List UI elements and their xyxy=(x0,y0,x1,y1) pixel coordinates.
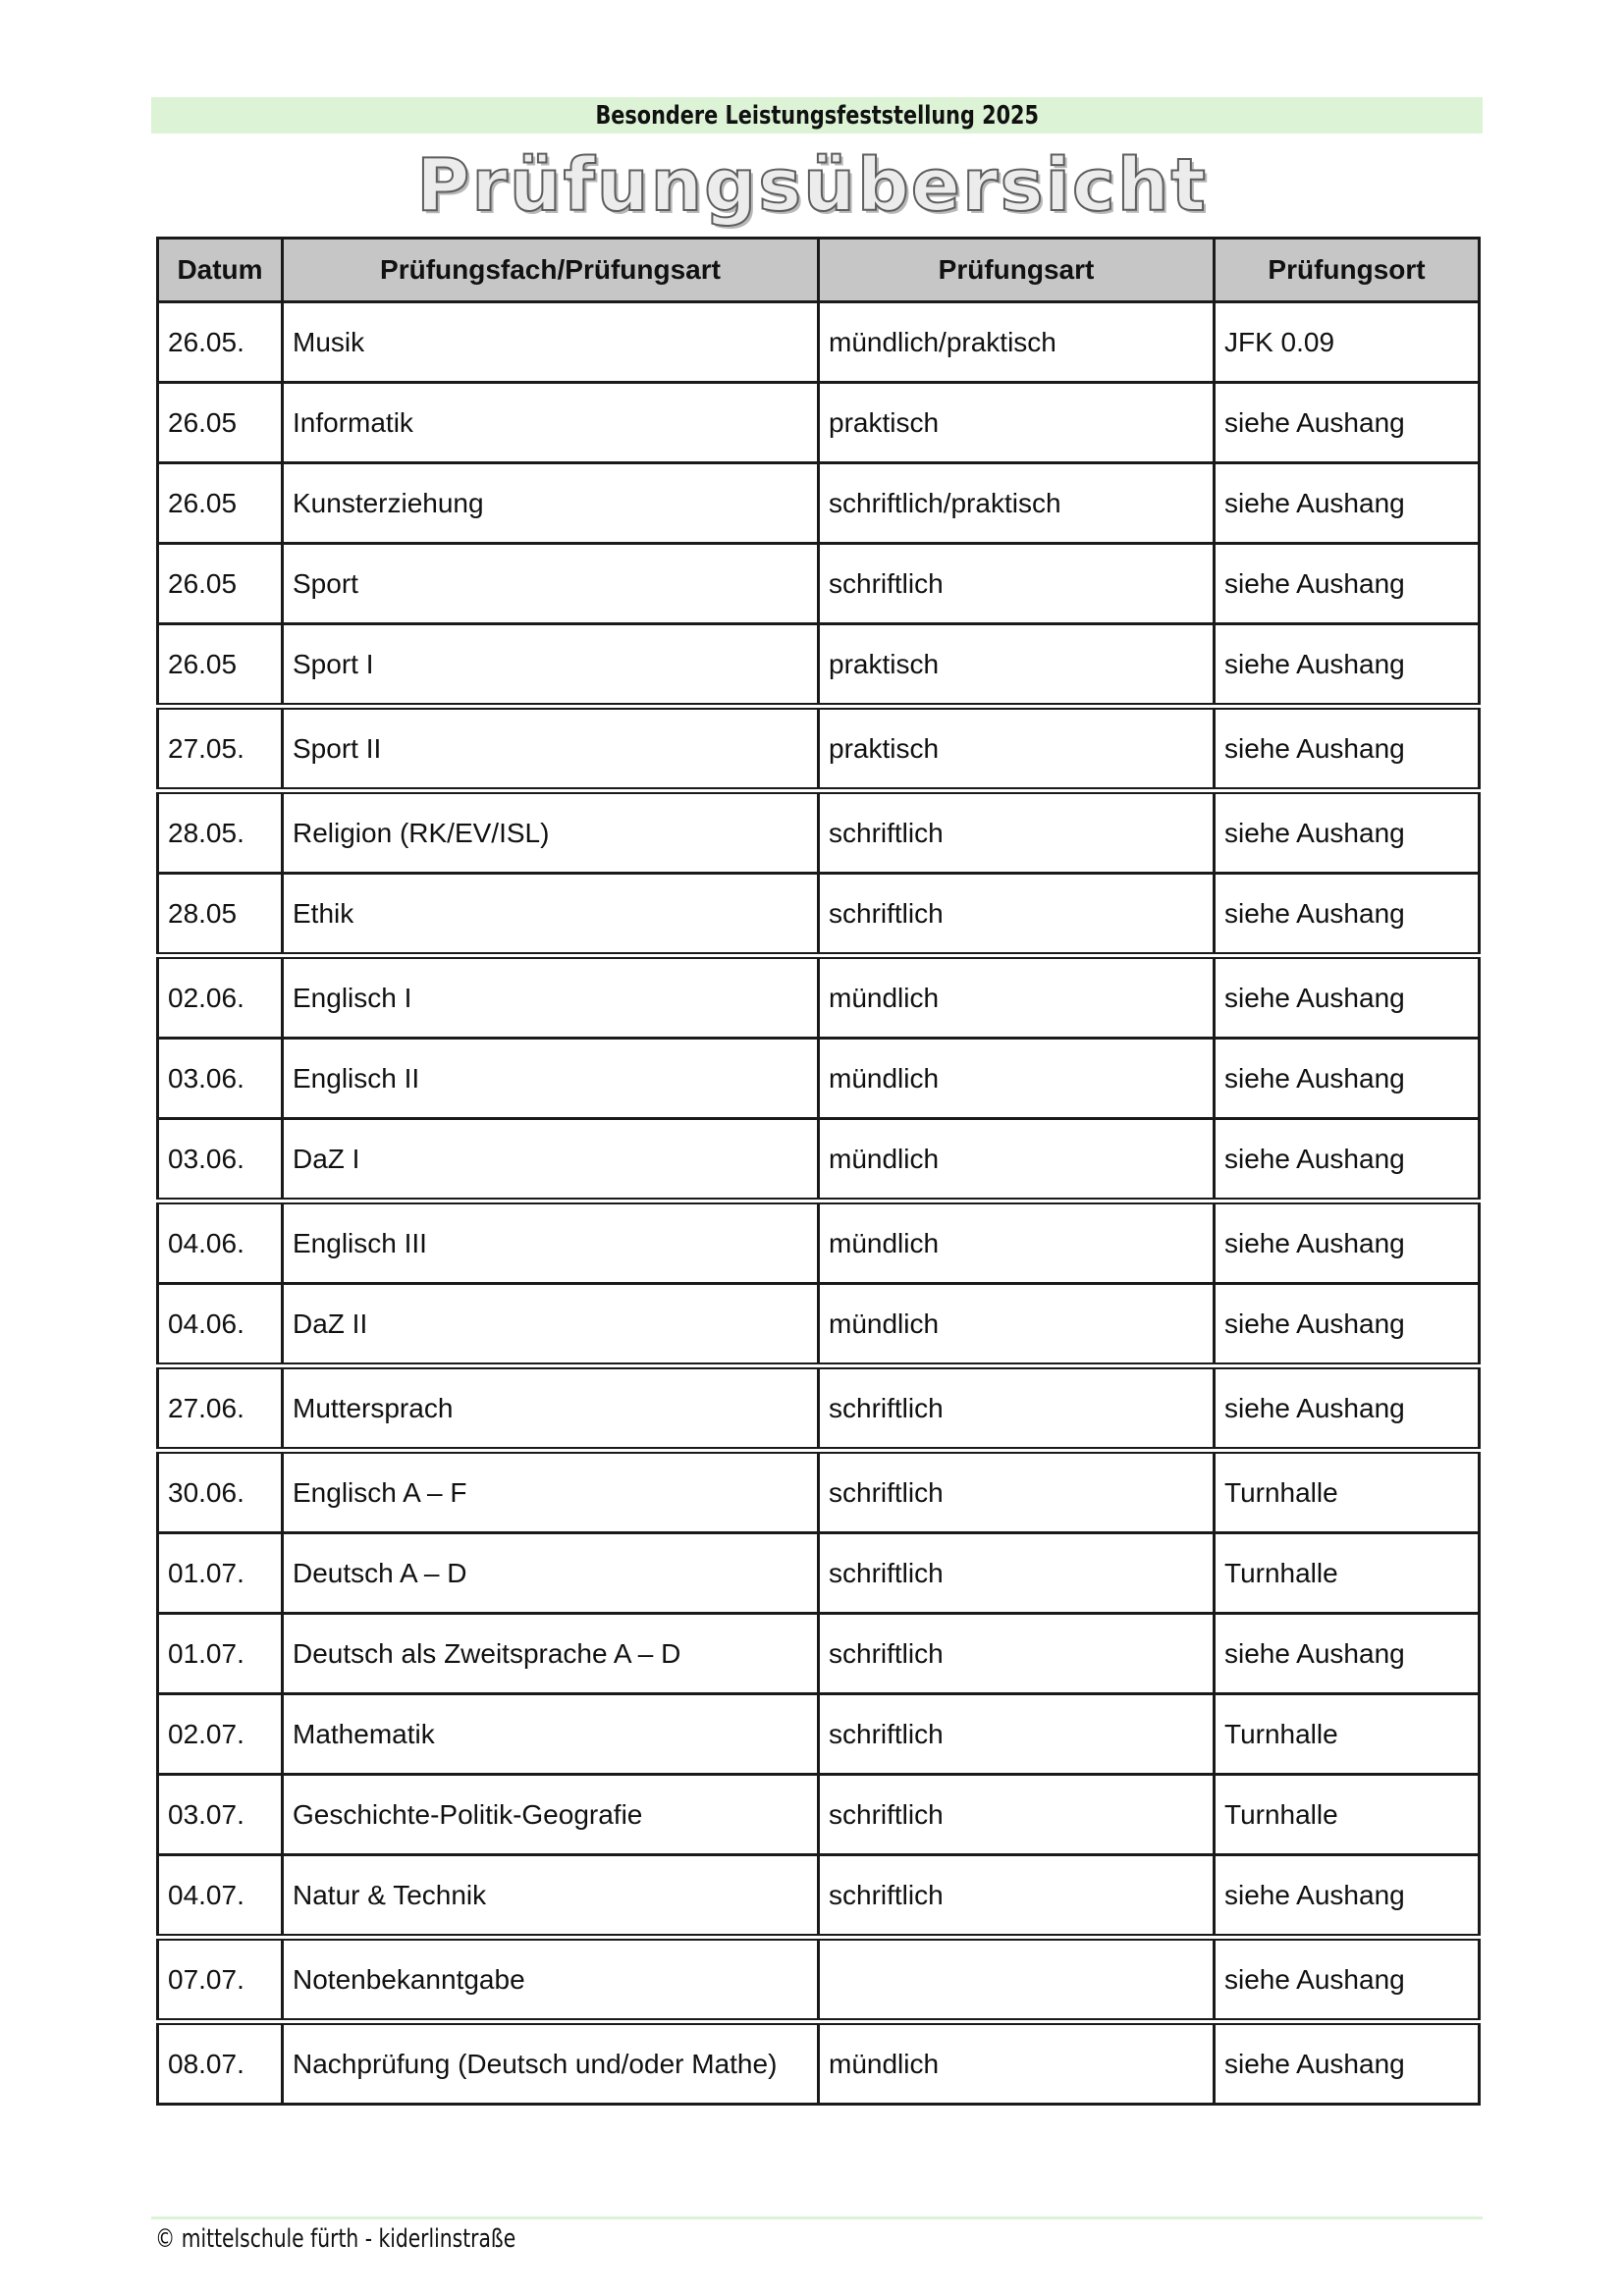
cell-ort: siehe Aushang xyxy=(1215,383,1480,463)
cell-ort: siehe Aushang xyxy=(1215,1201,1480,1284)
cell-fach: Natur & Technik xyxy=(283,1855,819,1938)
cell-art: mündlich xyxy=(819,1039,1215,1119)
table-row xyxy=(158,1533,1480,1614)
cell-datum: 26.05 xyxy=(158,383,283,463)
cell-datum: 01.07. xyxy=(158,1614,283,1694)
table-row xyxy=(158,1119,1480,1201)
cell-ort: siehe Aushang xyxy=(1215,463,1480,544)
cell-fach: Mathematik xyxy=(283,1694,819,1775)
footer-divider xyxy=(151,2216,1483,2219)
cell-fach: Musik xyxy=(283,302,819,383)
cell-art: praktisch xyxy=(819,707,1215,791)
cell-fach: Englisch I xyxy=(283,956,819,1039)
cell-art: mündlich xyxy=(819,1201,1215,1284)
cell-ort: Turnhalle xyxy=(1215,1451,1480,1533)
footer-copyright: © mittelschule fürth - kiderlinstraße xyxy=(155,2224,516,2254)
cell-art: schriftlich/praktisch xyxy=(819,463,1215,544)
cell-fach: Deutsch als Zweitsprache A – D xyxy=(283,1614,819,1694)
table-header-row xyxy=(158,239,1480,302)
cell-art: schriftlich xyxy=(819,791,1215,874)
column-header-datum: Datum xyxy=(158,239,283,302)
table-row xyxy=(158,624,1480,707)
cell-datum: 04.06. xyxy=(158,1201,283,1284)
table-row xyxy=(158,707,1480,791)
cell-ort: siehe Aushang xyxy=(1215,1366,1480,1451)
cell-ort: siehe Aushang xyxy=(1215,2022,1480,2105)
cell-art: schriftlich xyxy=(819,544,1215,624)
cell-datum: 26.05. xyxy=(158,302,283,383)
cell-fach: Sport xyxy=(283,544,819,624)
cell-datum: 03.07. xyxy=(158,1775,283,1855)
cell-art: schriftlich xyxy=(819,1855,1215,1938)
cell-fach: Informatik xyxy=(283,383,819,463)
cell-datum: 04.06. xyxy=(158,1284,283,1366)
cell-ort: siehe Aushang xyxy=(1215,1119,1480,1201)
cell-ort: siehe Aushang xyxy=(1215,874,1480,956)
cell-ort: siehe Aushang xyxy=(1215,544,1480,624)
table-row xyxy=(158,1775,1480,1855)
cell-datum: 26.05 xyxy=(158,544,283,624)
cell-fach: Geschichte-Politik-Geografie xyxy=(283,1775,819,1855)
cell-fach: Nachprüfung (Deutsch und/oder Mathe) xyxy=(283,2022,819,2105)
cell-ort: siehe Aushang xyxy=(1215,1855,1480,1938)
table-row xyxy=(158,956,1480,1039)
cell-ort: Turnhalle xyxy=(1215,1775,1480,1855)
banner-title: Besondere Leistungsfeststellung 2025 xyxy=(595,100,1039,131)
column-header-pruefungsart: Prüfungsart xyxy=(819,239,1215,302)
cell-art: schriftlich xyxy=(819,874,1215,956)
cell-datum: 03.06. xyxy=(158,1039,283,1119)
header-banner xyxy=(151,97,1483,133)
cell-fach: Deutsch A – D xyxy=(283,1533,819,1614)
cell-datum: 01.07. xyxy=(158,1533,283,1614)
cell-fach: DaZ I xyxy=(283,1119,819,1201)
cell-art xyxy=(819,1938,1215,2022)
cell-datum: 07.07. xyxy=(158,1938,283,2022)
cell-datum: 03.06. xyxy=(158,1119,283,1201)
table-row xyxy=(158,1366,1480,1451)
cell-ort: siehe Aushang xyxy=(1215,956,1480,1039)
cell-datum: 27.05. xyxy=(158,707,283,791)
cell-ort: siehe Aushang xyxy=(1215,1039,1480,1119)
cell-fach: Ethik xyxy=(283,874,819,956)
table-row xyxy=(158,544,1480,624)
table-row xyxy=(158,463,1480,544)
cell-fach: DaZ II xyxy=(283,1284,819,1366)
cell-datum: 28.05. xyxy=(158,791,283,874)
cell-datum: 27.06. xyxy=(158,1366,283,1451)
table-row xyxy=(158,1855,1480,1938)
cell-fach: Englisch A – F xyxy=(283,1451,819,1533)
cell-art: praktisch xyxy=(819,383,1215,463)
cell-art: mündlich xyxy=(819,1284,1215,1366)
cell-art: schriftlich xyxy=(819,1366,1215,1451)
cell-fach: Englisch II xyxy=(283,1039,819,1119)
cell-art: mündlich/praktisch xyxy=(819,302,1215,383)
cell-art: mündlich xyxy=(819,956,1215,1039)
cell-ort: siehe Aushang xyxy=(1215,1614,1480,1694)
cell-datum: 28.05 xyxy=(158,874,283,956)
table-row xyxy=(158,1039,1480,1119)
cell-art: mündlich xyxy=(819,2022,1215,2105)
cell-datum: 08.07. xyxy=(158,2022,283,2105)
cell-art: mündlich xyxy=(819,1119,1215,1201)
cell-ort: JFK 0.09 xyxy=(1215,302,1480,383)
cell-fach: Muttersprach xyxy=(283,1366,819,1451)
table-row xyxy=(158,383,1480,463)
table-row xyxy=(158,1451,1480,1533)
column-header-pruefungsort: Prüfungsort xyxy=(1215,239,1480,302)
cell-fach: Religion (RK/EV/ISL) xyxy=(283,791,819,874)
table-row xyxy=(158,302,1480,383)
column-header-pruefungsfach: Prüfungsfach/Prüfungsart xyxy=(283,239,819,302)
table-row xyxy=(158,1694,1480,1775)
cell-datum: 04.07. xyxy=(158,1855,283,1938)
cell-art: praktisch xyxy=(819,624,1215,707)
cell-datum: 02.07. xyxy=(158,1694,283,1775)
cell-fach: Notenbekanntgabe xyxy=(283,1938,819,2022)
cell-art: schriftlich xyxy=(819,1614,1215,1694)
table-row xyxy=(158,874,1480,956)
cell-ort: siehe Aushang xyxy=(1215,624,1480,707)
cell-fach: Englisch III xyxy=(283,1201,819,1284)
cell-datum: 26.05 xyxy=(158,624,283,707)
table-row xyxy=(158,1201,1480,1284)
cell-ort: siehe Aushang xyxy=(1215,707,1480,791)
cell-ort: siehe Aushang xyxy=(1215,1284,1480,1366)
page-title: Prüfungsübersicht xyxy=(416,143,1208,228)
cell-ort: siehe Aushang xyxy=(1215,791,1480,874)
cell-fach: Kunsterziehung xyxy=(283,463,819,544)
table-row xyxy=(158,2022,1480,2105)
cell-art: schriftlich xyxy=(819,1694,1215,1775)
cell-fach: Sport I xyxy=(283,624,819,707)
cell-datum: 26.05 xyxy=(158,463,283,544)
table-row xyxy=(158,1614,1480,1694)
table-row xyxy=(158,1938,1480,2022)
table-row xyxy=(158,791,1480,874)
cell-fach: Sport II xyxy=(283,707,819,791)
cell-art: schriftlich xyxy=(819,1451,1215,1533)
cell-art: schriftlich xyxy=(819,1775,1215,1855)
exam-table xyxy=(156,237,1481,2106)
cell-ort: Turnhalle xyxy=(1215,1694,1480,1775)
cell-art: schriftlich xyxy=(819,1533,1215,1614)
cell-ort: siehe Aushang xyxy=(1215,1938,1480,2022)
table-row xyxy=(158,1284,1480,1366)
cell-datum: 30.06. xyxy=(158,1451,283,1533)
cell-datum: 02.06. xyxy=(158,956,283,1039)
cell-ort: Turnhalle xyxy=(1215,1533,1480,1614)
